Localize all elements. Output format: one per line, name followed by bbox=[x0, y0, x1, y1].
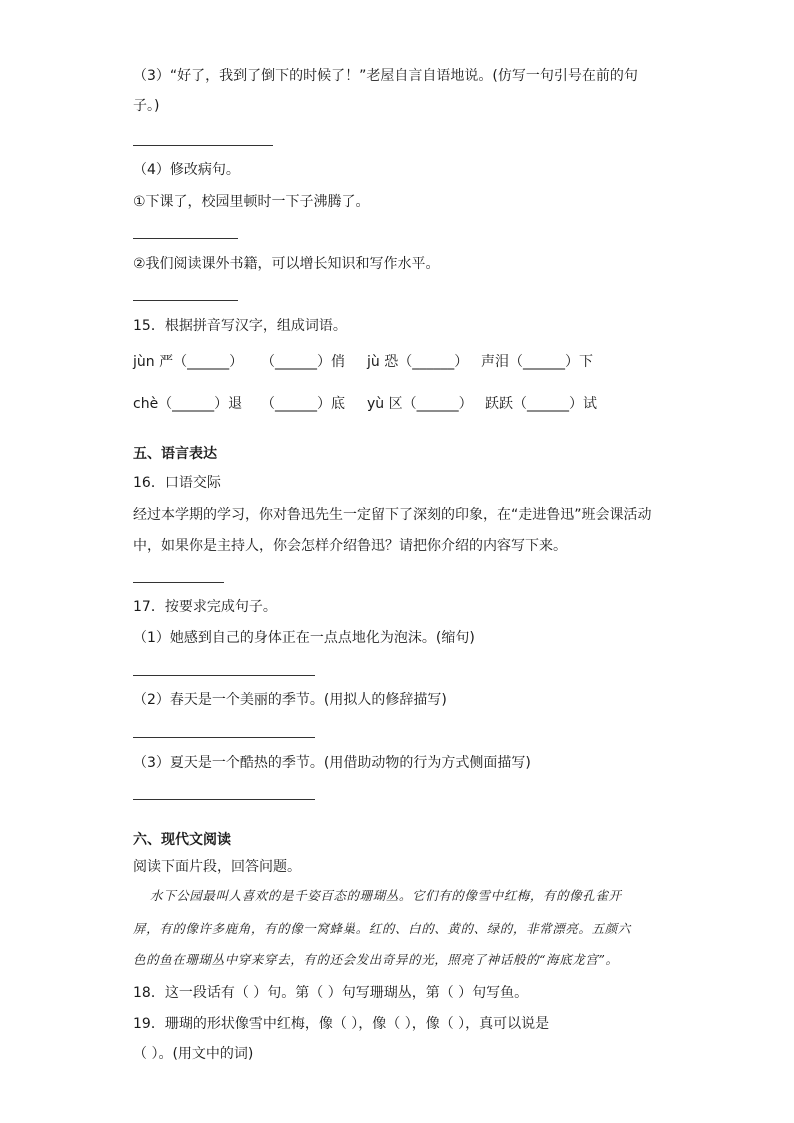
answer-line bbox=[133, 737, 315, 738]
q18: 18．这一段话有（ ）句。第（ ）句写珊瑚丛，第（ ）句写鱼。 bbox=[133, 985, 529, 1001]
q15-blank-3: jù 恐（______） bbox=[367, 354, 469, 370]
q14-3-line1: （3）“好了，我到了倒下的时候了！”老屋自言自语地说。(仿写一句引号在前的句 bbox=[133, 68, 638, 84]
answer-line bbox=[133, 675, 315, 676]
answer-line bbox=[133, 238, 238, 239]
q15-blank-7: yù 区（______） bbox=[367, 396, 473, 412]
q15-blank-6: （______）底 bbox=[261, 396, 345, 412]
q15-blank-4: 声泪（______）下 bbox=[481, 354, 593, 370]
q14-4-sentence2: ②我们阅读课外书籍，可以增长知识和写作水平。 bbox=[133, 256, 440, 272]
q14-3-line2: 子。) bbox=[133, 98, 160, 114]
answer-line bbox=[133, 300, 238, 301]
answer-line bbox=[133, 582, 224, 583]
q16-line2: 中，如果你是主持人，你会怎样介绍鲁迅？请把你介绍的内容写下来。 bbox=[133, 538, 567, 554]
q17-title: 17．按要求完成句子。 bbox=[133, 599, 277, 615]
q15-blank-1: jùn 严（______） bbox=[133, 354, 244, 370]
q14-4-sentence1: ①下课了，校园里顿时一下子沸腾了。 bbox=[133, 194, 370, 210]
q15-title: 15．根据拼音写汉字，组成词语。 bbox=[133, 318, 347, 334]
q19-line2: （ ）。(用文中的词) bbox=[133, 1046, 254, 1062]
q15-blank-2: （______）俏 bbox=[261, 354, 345, 370]
q17-sentence3: （3）夏天是一个酷热的季节。(用借助动物的行为方式侧面描写) bbox=[133, 755, 531, 771]
q17-sentence1: （1）她感到自己的身体正在一点点地化为泡沫。(缩句) bbox=[133, 630, 475, 646]
q14-4-title: （4）修改病句。 bbox=[133, 162, 240, 178]
q16-line1: 经过本学期的学习，你对鲁迅先生一定留下了深刻的印象，在“走进鲁迅”班会课活动 bbox=[133, 507, 652, 523]
reading-intro: 阅读下面片段，回答问题。 bbox=[133, 859, 301, 875]
q15-blank-8: 跃跃（______）试 bbox=[485, 396, 597, 412]
q16-title: 16．口语交际 bbox=[133, 475, 221, 491]
passage-line1: 水下公园最叫人喜欢的是千姿百态的珊瑚丛。它们有的像雪中红梅，有的像孔雀开 bbox=[150, 888, 622, 903]
q19-line1: 19．珊瑚的形状像雪中红梅，像（ ），像（ ），像（ ），真可以说是 bbox=[133, 1016, 550, 1032]
section6-heading: 六、现代文阅读 bbox=[133, 832, 231, 848]
section5-heading: 五、语言表达 bbox=[133, 446, 217, 462]
passage-line2: 屏，有的像许多鹿角，有的像一窝蜂巢。红的、白的、黄的、绿的，非常漂亮。五颜六 bbox=[133, 921, 631, 936]
q17-sentence2: （2）春天是一个美丽的季节。(用拟人的修辞描写) bbox=[133, 692, 447, 708]
q15-blank-5: chè（______）退 bbox=[133, 396, 243, 412]
answer-line bbox=[133, 145, 273, 146]
answer-line bbox=[133, 799, 315, 800]
passage-line3: 色的鱼在珊瑚丛中穿来穿去，有的还会发出奇异的光，照亮了神话般的“海底龙宫”。 bbox=[133, 952, 619, 967]
